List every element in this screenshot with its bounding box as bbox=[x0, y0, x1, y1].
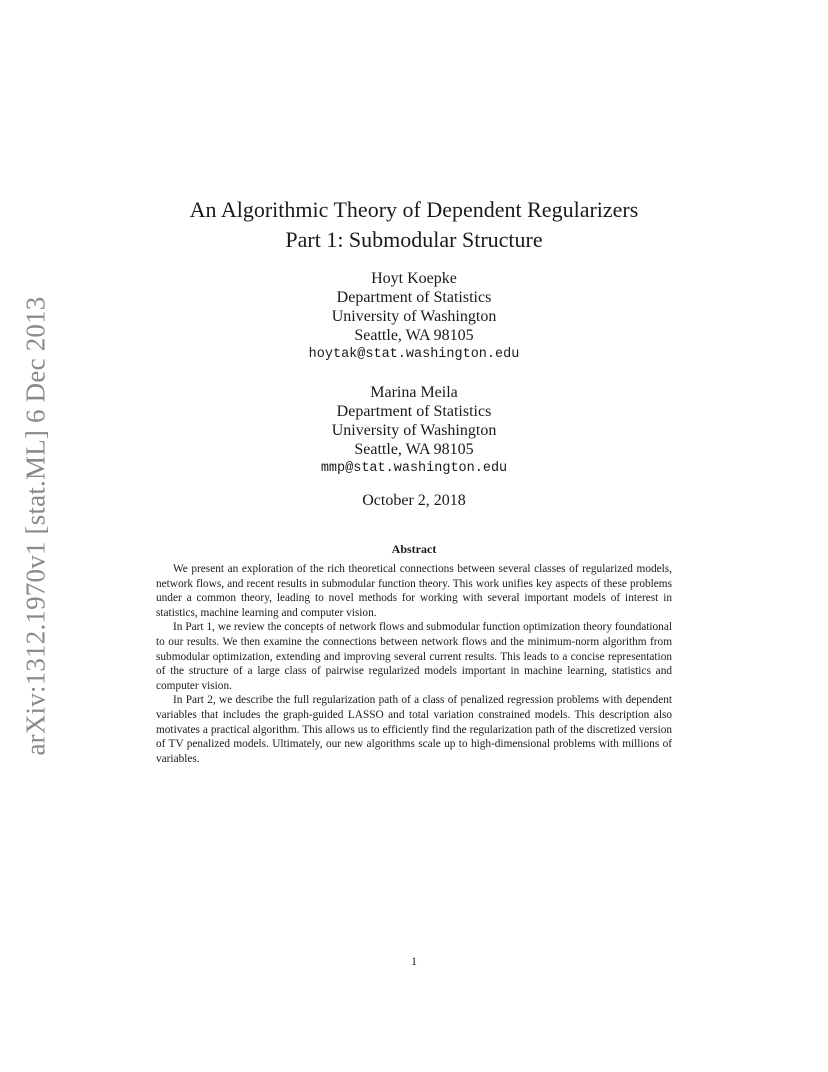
author-department: Department of Statistics bbox=[336, 289, 492, 306]
author-university: University of Washington bbox=[331, 308, 497, 325]
author-email: hoytak@stat.washington.edu bbox=[308, 347, 520, 362]
abstract-paragraph: In Part 2, we describe the full regularization path of a class of penalized regression problems with dependent variables that includes the graph-guided LASSO and total variation constrained models. This description also motivates a practical algorithm. This allows us to efficiently find the regularization path of the discretized version of TV penalized models. Ultimately, our new algorithms scale up to high-dimensional problems with millions of variables. bbox=[156, 694, 672, 765]
paper-title bbox=[0, 195, 828, 255]
abstract-heading: Abstract bbox=[391, 542, 437, 556]
abstract-paragraph: We present an exploration of the rich theoretical connections between several classes of regularized models, network flows, and recent results in submodular function theory. This work unifies key aspects of these problems under a common theory, leading to novel methods for working with several important models of interest in statistics, machine learning and computer vision. bbox=[156, 563, 672, 619]
author-location: Seattle, WA 98105 bbox=[354, 441, 474, 458]
author-email: mmp@stat.washington.edu bbox=[320, 461, 508, 476]
author-name: Marina Meila bbox=[370, 384, 458, 401]
author-name: Hoyt Koepke bbox=[371, 270, 457, 287]
arxiv-identifier-stamp: arXiv:1312.1970v1 [stat.ML] 6 Dec 2013 bbox=[20, 296, 51, 756]
author-block-koepke bbox=[0, 269, 828, 364]
author-location: Seattle, WA 98105 bbox=[354, 327, 474, 344]
author-block-meila bbox=[0, 383, 828, 478]
title-line-1: An Algorithmic Theory of Dependent Regularizers bbox=[189, 197, 639, 222]
abstract-body bbox=[156, 562, 672, 766]
author-university: University of Washington bbox=[331, 422, 497, 439]
abstract-paragraph: In Part 1, we review the concepts of network flows and submodular function optimization theory foundational to our results. We then examine the connections between network flows and the minimum-norm algorithm from submodular optimization, extending and improving several current results. This leads to a concise representation of the structure of a large class of pairwise regularized models important in machine learning, statistics and computer vision. bbox=[156, 621, 672, 692]
paper-date: October 2, 2018 bbox=[362, 492, 466, 509]
title-line-2: Part 1: Submodular Structure bbox=[285, 227, 543, 252]
page-number: 1 bbox=[411, 954, 417, 968]
author-department: Department of Statistics bbox=[336, 403, 492, 420]
